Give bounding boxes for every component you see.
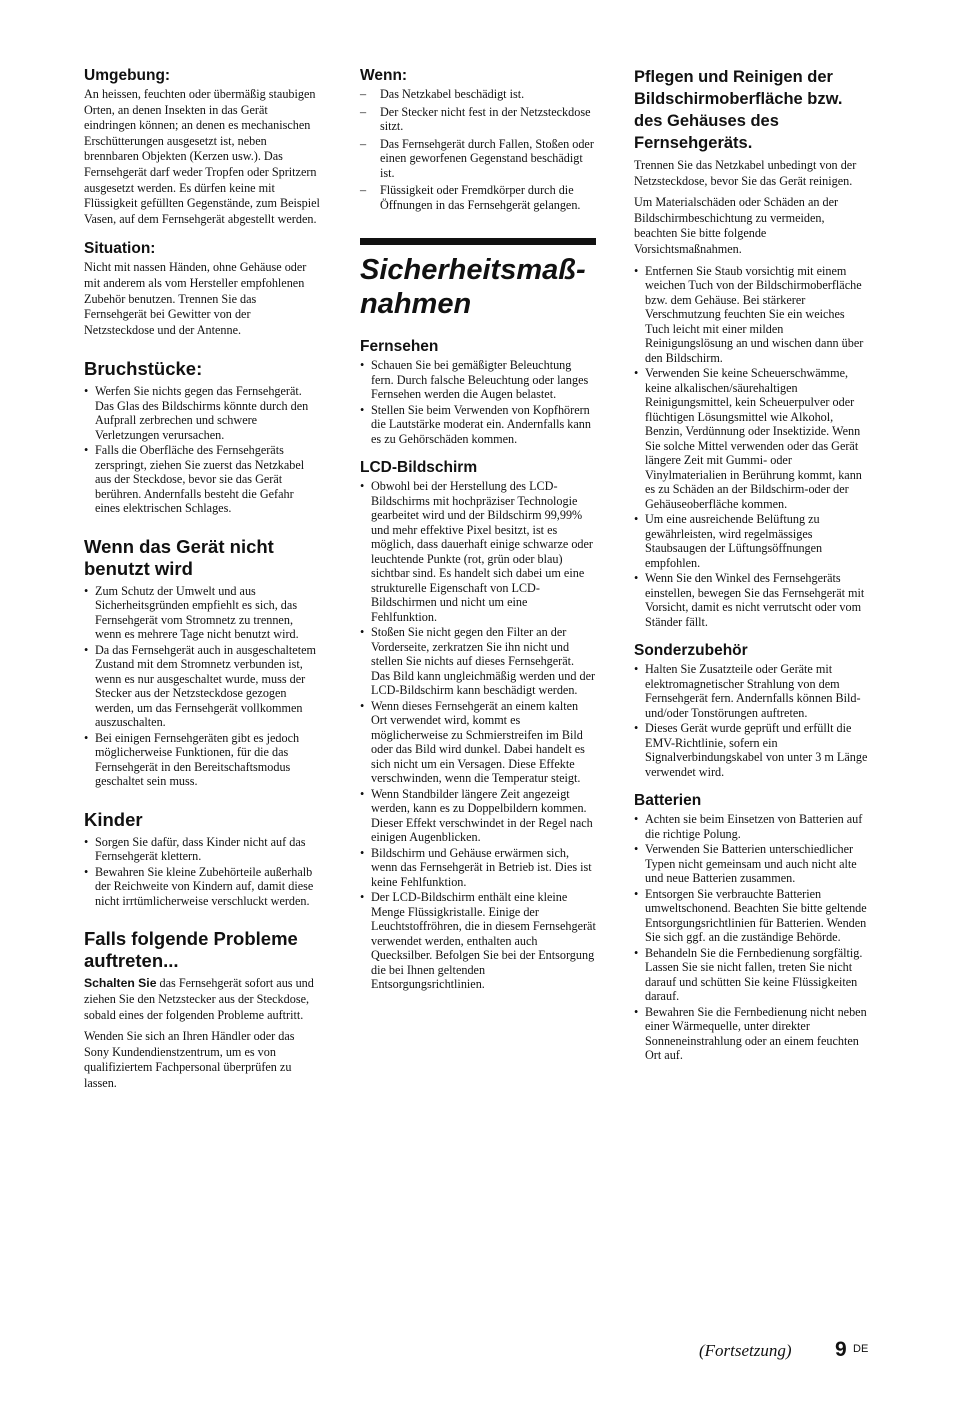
list-lcd (360, 479, 596, 992)
column-2 (360, 66, 596, 998)
paragraph-pflegen-2: Um Materialschäden oder Schäden an der Bildschirmbeschichtung zu vermeiden, beachten Sie bitte folgende Vorsichtsmaßnahmen. (634, 195, 839, 256)
list-fernsehen (360, 358, 596, 446)
list-item: • Sorgen Sie dafür, dass Kinder nicht auf das Fernsehgerät klettern. (84, 835, 320, 864)
list-item: • Achten sie beim Einsetzen von Batterien auf die richtige Polung. (634, 812, 870, 841)
paragraph-probleme-1-text: das Fernsehgerät sofort aus und ziehen Sie den Netzstecker aus der Steckdose, sobald eines der folgenden Probleme auftritt. (84, 976, 314, 1022)
heading-fernsehen: Fernsehen (360, 338, 439, 355)
page-number: 9 (835, 1338, 847, 1361)
list-item: • Stoßen Sie nicht gegen den Filter an der Vorderseite, zerkratzen Sie ihn nicht und stellen Sie nichts auf dieses Fernsehgerät. Das Bild kann ungleichmäßig werden und der LCD-Bildschirm kann beschädigt werden. (360, 625, 596, 698)
list-item: • Schauen Sie bei gemäßigter Beleuchtung fern. Durch falsche Beleuchtung oder langes Fernsehen werden die Augen belastet. (360, 358, 596, 402)
paragraph-pflegen-1: Trennen Sie das Netzkabel unbedingt von der Netzsteckdose, bevor Sie das Gerät reinigen. (634, 158, 857, 188)
section-title-line-2: nahmen (360, 288, 472, 320)
list-item: • Der LCD-Bildschirm enthält eine kleine Menge Flüssigkristalle. Einige der Leuchtstoffröhren, die in diesem Fernsehgerät verwendet werden, enthalten auch Quecksilber. Befolgen Sie bei der Entsorgung die bei Ihnen geltenden Entsorgungsrichtlinien. (360, 890, 596, 992)
continued-label: (Fortsetzung) (699, 1341, 792, 1360)
list-item: • Verwenden Sie Batterien unterschiedlicher Typen nicht gemeinsam und auch nicht alte und neue Batterien zusammen. (634, 842, 870, 886)
list-wenn (360, 87, 596, 212)
list-item: • Wenn Sie den Winkel des Fernsehgeräts einstellen, bewegen Sie das Fernsehgerät mit Vorsicht, damit es nicht verrutscht oder vom Ständer fällt. (634, 571, 870, 629)
list-item: – Das Netzkabel beschädigt ist. (360, 87, 596, 102)
language-code: DE (853, 1343, 869, 1355)
list-item: • Da das Fernsehgerät auch in ausgeschaltetem Zustand mit dem Stromnetz verbunden ist, wenn es nur ausgeschaltet wurde, muss der Stecker aus der Netzsteckdose gezogen werden, um das Fernsehgerät vollkommen auszuschalten. (84, 643, 320, 730)
list-pflegen (634, 264, 870, 630)
list-item: • Um eine ausreichende Belüftung zu gewährleisten, wird regelmässiges Staubsaugen der Lüftungsöffnungen empfohlen. (634, 512, 870, 570)
paragraph-probleme-1 (84, 976, 320, 1023)
list-item: • Wenn dieses Fernsehgerät an einem kalten Ort verwendet wird, kommt es möglicherweise zu Schmierstreifen im Bild oder das Bild wird dunkel. Dabei handelt es sich nicht um ein Versagen. Diese Effekte verschwinden, wenn die Temperatur steigt. (360, 699, 596, 786)
section-rule (360, 238, 596, 245)
list-item: • Obwohl bei der Herstellung des LCD-Bildschirms mit hochpräziser Technologie gearbeitet wird und der Bildschirm 99,99% und mehr effektive Pixel besitzt, ist es möglich, dass dauerhaft einige schwarze oder leuchtende Punkte (rot, grün oder blau) sichtbar sind. Es handelt sich dabei um eine strukturelle Eigenschaft von LCD-Bildschirmen und nicht um eine Fehlfunktion. (360, 479, 596, 624)
heading-nicht-benutzt: Wenn das Gerät nicht benutzt wird (84, 535, 274, 579)
paragraph-umgebung: An heissen, feuchten oder übermäßig staubigen Orten, an denen Insekten in das Gerät eindringen können; an denen es mechanischen Erschütterungen ausgesetzt ist, neben brennbaren Objekten (Kerzen usw.). Das Fernsehgerät darf weder Tropfen oder Spritzern ausgesetzt werden. Es dürfen keine mit Flüssigkeit gefüllten Gegenstände, zum Beispiel Vasen, auf dem Fernsehgerät abgestellt werden. (84, 87, 320, 226)
list-sonderzubehoer (634, 662, 870, 779)
paragraph-situation: Nicht mit nassen Händen, ohne Gehäuse oder mit anderem als vom Hersteller empfohlenen Zubehör benutzen. Trennen Sie das Fernsehgerät bei Gewitter von der Netzsteckdose und der Antenne. (84, 260, 307, 337)
heading-umgebung: Umgebung: (84, 67, 171, 84)
list-item: • Behandeln Sie die Fernbedienung sorgfältig. Lassen Sie sie nicht fallen, treten Sie nicht darauf und schütten Sie keine Flüssigkeiten darauf. (634, 946, 870, 1004)
list-bruchstuecke (84, 384, 320, 516)
list-item: • Verwenden Sie keine Scheuerschwämme, keine alkalischen/säurehaltigen Reinigungsmittel, kein Scheuerpulver oder flüchtigen Lösungsmittel wie Alkohol, Benzin, Verdünnung oder Insektizide. Wenn Sie solche Mittel verwenden oder das Gerät längere Zeit mit Gummi- oder Vinylmaterialien in Berührung kommt, kann es zu Schäden an der Bildschirm-oder der Gehäuseoberfläche kommen. (634, 366, 870, 511)
list-item: • Halten Sie Zusatzteile oder Geräte mit elektromagnetischer Strahlung von dem Fernsehgerät fern. Andernfalls können Bild-und/oder Tonstörungen auftreten. (634, 662, 870, 720)
list-item: • Falls die Oberfläche des Fernsehgeräts zerspringt, ziehen Sie zuerst das Netzkabel aus der Steckdose, bevor sie das Gerät berühren. Andernfalls besteht die Gefahr eines elektrischen Schlages. (84, 443, 320, 516)
bold-lead: Schalten Sie (84, 976, 157, 991)
column-1 (84, 66, 320, 1097)
list-item: • Wenn Standbilder längere Zeit angezeigt werden, kann es zu Doppelbildern kommen. Dieser Effekt verschwindet in der Regel nach einigen Augenblicken. (360, 787, 596, 845)
heading-sonderzubehoer: Sonderzubehör (634, 642, 748, 660)
list-item: • Bewahren Sie kleine Zubehörteile außerhalb der Reichweite von Kindern auf, damit diese nicht irrtümlicherweise verschluckt werden. (84, 865, 320, 909)
section-title (360, 253, 596, 321)
list-item: – Flüssigkeit oder Fremdkörper durch die Öffnungen in das Fernsehgerät gelangen. (360, 183, 596, 212)
paragraph-probleme-2: Wenden Sie sich an Ihren Händler oder das Sony Kundendienstzentrum, um es von qualifiziertem Fachpersonal überprüfen zu lassen. (84, 1029, 295, 1090)
list-item: • Stellen Sie beim Verwenden von Kopfhörern die Lautstärke moderat ein. Andernfalls kann es zu Gehörschäden kommen. (360, 403, 596, 447)
heading-kinder: Kinder (84, 808, 143, 830)
list-item: • Entfernen Sie Staub vorsichtig mit einem weichen Tuch von der Bildschirmoberfläche bzw. dem Gehäuse. Bei stärkerer Verschmutzung feuchten Sie ein weiches Tuch leicht mit einer milden Reinigungslösung an und wischen dann über den Bildschirm. (634, 264, 870, 366)
heading-probleme: Falls folgende Probleme auftreten... (84, 928, 298, 972)
section-title-line-1: Sicherheitsmaß- (360, 254, 586, 286)
list-item: • Dieses Gerät wurde geprüft und erfüllt die EMV-Richtlinie, sofern ein Signalverbindungskabel von unter 3 m Länge verwendet wird. (634, 721, 870, 779)
column-3 (634, 66, 870, 1069)
list-item: – Das Fernsehgerät durch Fallen, Stoßen oder einen geworfenen Gegenstand beschädigt ist. (360, 137, 596, 181)
list-item: • Bildschirm und Gehäuse erwärmen sich, wenn das Fernsehgerät in Betrieb ist. Dies ist keine Fehlfunktion. (360, 846, 596, 890)
list-item: • Werfen Sie nichts gegen das Fernsehgerät. Das Glas des Bildschirms könnte durch den Aufprall zerbrechen und schwere Verletzungen verursachen. (84, 384, 320, 442)
heading-situation: Situation: (84, 240, 156, 258)
list-kinder (84, 835, 320, 909)
heading-wenn: Wenn: (360, 67, 408, 84)
list-item: • Bewahren Sie die Fernbedienung nicht neben einer Wärmequelle, unter direkter Sonneneinstrahlung oder an einem feuchten Ort auf. (634, 1005, 870, 1063)
list-batterien (634, 812, 870, 1063)
heading-bruchstuecke: Bruchstücke: (84, 358, 203, 380)
heading-batterien: Batterien (634, 792, 702, 810)
list-nicht-benutzt (84, 584, 320, 789)
list-item: • Entsorgen Sie verbrauchte Batterien umweltschonend. Beachten Sie bitte geltende Entsorgungsrichtlinien für Batterien. Wenden Sie sich ggf. an die zuständige Behörde. (634, 887, 870, 945)
list-item: • Zum Schutz der Umwelt und aus Sicherheitsgründen empfiehlt es sich, das Fernsehgerät vom Stromnetz zu trennen, wenn es mehrere Tage nicht benutzt wird. (84, 584, 320, 642)
list-item: • Bei einigen Fernsehgeräten gibt es jedoch möglicherweise Funktionen, für die das Fernsehgerät in den Bereitschaftsmodus geschaltet sein muss. (84, 731, 320, 789)
heading-pflegen: Pflegen und Reinigen der Bildschirmoberfläche bzw. des Gehäuses des Fernsehgeräts. (634, 68, 843, 152)
heading-lcd: LCD-Bildschirm (360, 459, 478, 476)
list-item: – Der Stecker nicht fest in der Netzsteckdose sitzt. (360, 105, 596, 134)
